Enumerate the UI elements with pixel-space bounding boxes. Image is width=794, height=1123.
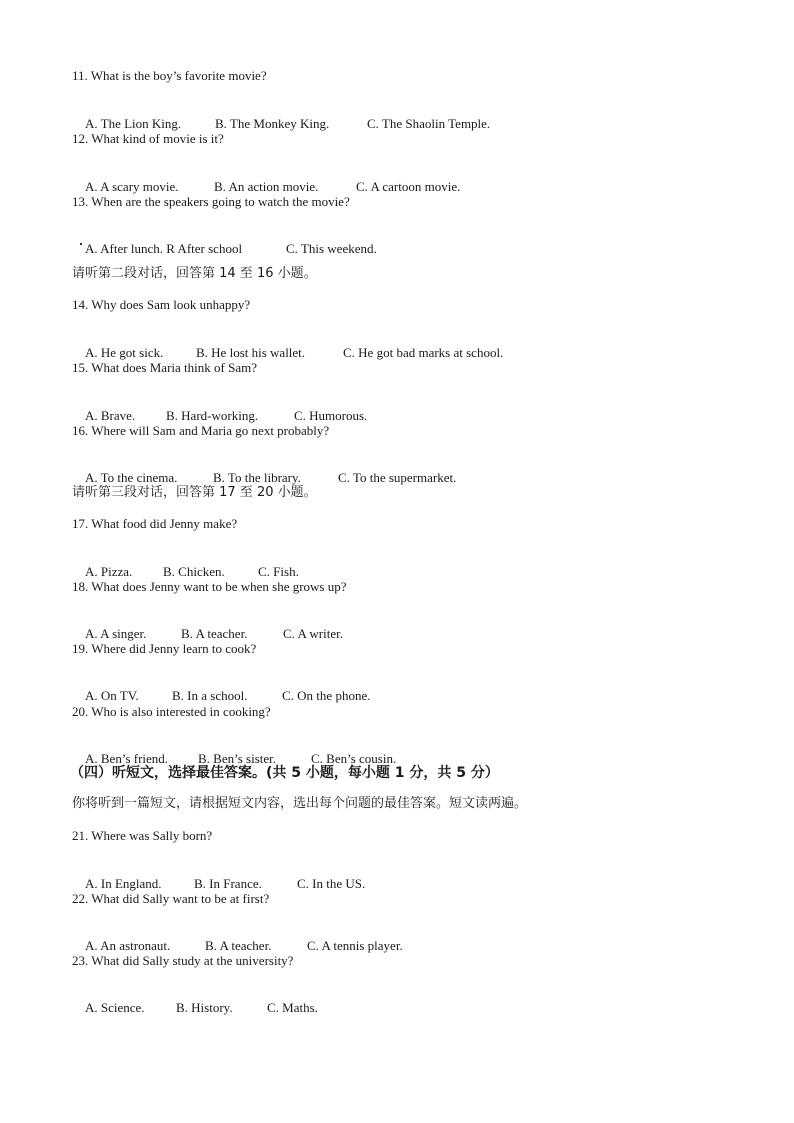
part-4-instruction: 你将听到一篇短文，请根据短文内容，选出每个问题的最佳答案。短文读两遍。 xyxy=(72,796,528,811)
option-12-a: A. A scary movie. xyxy=(85,179,179,194)
option-21-c: C. In the US. xyxy=(297,876,366,891)
option-18-a: A. A singer. xyxy=(85,626,147,641)
option-20-b: B. Ben’s sister. xyxy=(198,751,277,766)
part-4-heading: （四）听短文，选择最佳答案。(共 5 小题，每小题 1 分，共 5 分） xyxy=(70,765,499,781)
option-21-a: A. In England. xyxy=(85,876,162,891)
option-18-b: B. A teacher. xyxy=(181,626,248,641)
options-23 xyxy=(72,984,318,1032)
option-17-a: A. Pizza. xyxy=(85,564,133,579)
option-15-a: A. Brave. xyxy=(85,408,136,423)
option-21-b: B. In France. xyxy=(194,876,262,891)
section-2-instruction: 请听第二段对话，回答第 14 至 16 小题。 xyxy=(72,266,317,281)
question-23: 23. What did Sally study at the university? xyxy=(72,953,294,968)
option-22-c: C. A tennis player. xyxy=(307,938,403,953)
option-12-c: C. A cartoon movie. xyxy=(356,179,461,194)
question-16: 16. Where will Sam and Maria go next probably? xyxy=(72,423,330,438)
stray-mark xyxy=(80,243,82,245)
option-18-c: C. A writer. xyxy=(283,626,343,641)
option-16-c: C. To the supermarket. xyxy=(338,470,457,485)
question-14: 14. Why does Sam look unhappy? xyxy=(72,297,251,312)
option-22-a: A. An astronaut. xyxy=(85,938,171,953)
option-12-b: B. An action movie. xyxy=(214,179,319,194)
option-16-a: A. To the cinema. xyxy=(85,470,178,485)
option-20-c: C. Ben’s cousin. xyxy=(311,751,397,766)
option-20-a: A. Ben’s friend. xyxy=(85,751,169,766)
option-14-a: A. He got sick. xyxy=(85,345,164,360)
option-19-a: A. On TV. xyxy=(85,688,139,703)
question-15: 15. What does Maria think of Sam? xyxy=(72,360,257,375)
option-23-a: A. Science. xyxy=(85,1000,145,1015)
option-19-c: C. On the phone. xyxy=(282,688,371,703)
question-17: 17. What food did Jenny make? xyxy=(72,516,238,531)
option-17-c: C. Fish. xyxy=(258,564,299,579)
option-15-c: C. Humorous. xyxy=(294,408,368,423)
option-13-ab: A. After lunch. R After school xyxy=(85,241,243,256)
option-14-b: B. He lost his wallet. xyxy=(196,345,306,360)
option-19-b: B. In a school. xyxy=(172,688,248,703)
question-22: 22. What did Sally want to be at first? xyxy=(72,891,270,906)
option-14-c: C. He got bad marks at school. xyxy=(343,345,504,360)
question-12: 12. What kind of movie is it? xyxy=(72,131,224,146)
option-11-b: B. The Monkey King. xyxy=(215,116,330,131)
option-16-b: B. To the library. xyxy=(213,470,301,485)
option-23-c: C. Maths. xyxy=(267,1000,318,1015)
question-11: 11. What is the boy’s favorite movie? xyxy=(72,68,267,83)
option-23-b: B. History. xyxy=(176,1000,233,1015)
option-13-c: C. This weekend. xyxy=(286,241,377,256)
question-19: 19. Where did Jenny learn to cook? xyxy=(72,641,257,656)
section-3-instruction: 请听第三段对话，回答第 17 至 20 小题。 xyxy=(72,485,317,500)
question-20: 20. Who is also interested in cooking? xyxy=(72,704,271,719)
question-21: 21. Where was Sally born? xyxy=(72,828,213,843)
option-11-c: C. The Shaolin Temple. xyxy=(367,116,491,131)
option-11-a: A. The Lion King. xyxy=(85,116,182,131)
option-15-b: B. Hard-working. xyxy=(166,408,259,423)
question-18: 18. What does Jenny want to be when she grows up? xyxy=(72,579,347,594)
option-17-b: B. Chicken. xyxy=(163,564,225,579)
option-22-b: B. A teacher. xyxy=(205,938,272,953)
question-13: 13. When are the speakers going to watch the movie? xyxy=(72,194,350,209)
